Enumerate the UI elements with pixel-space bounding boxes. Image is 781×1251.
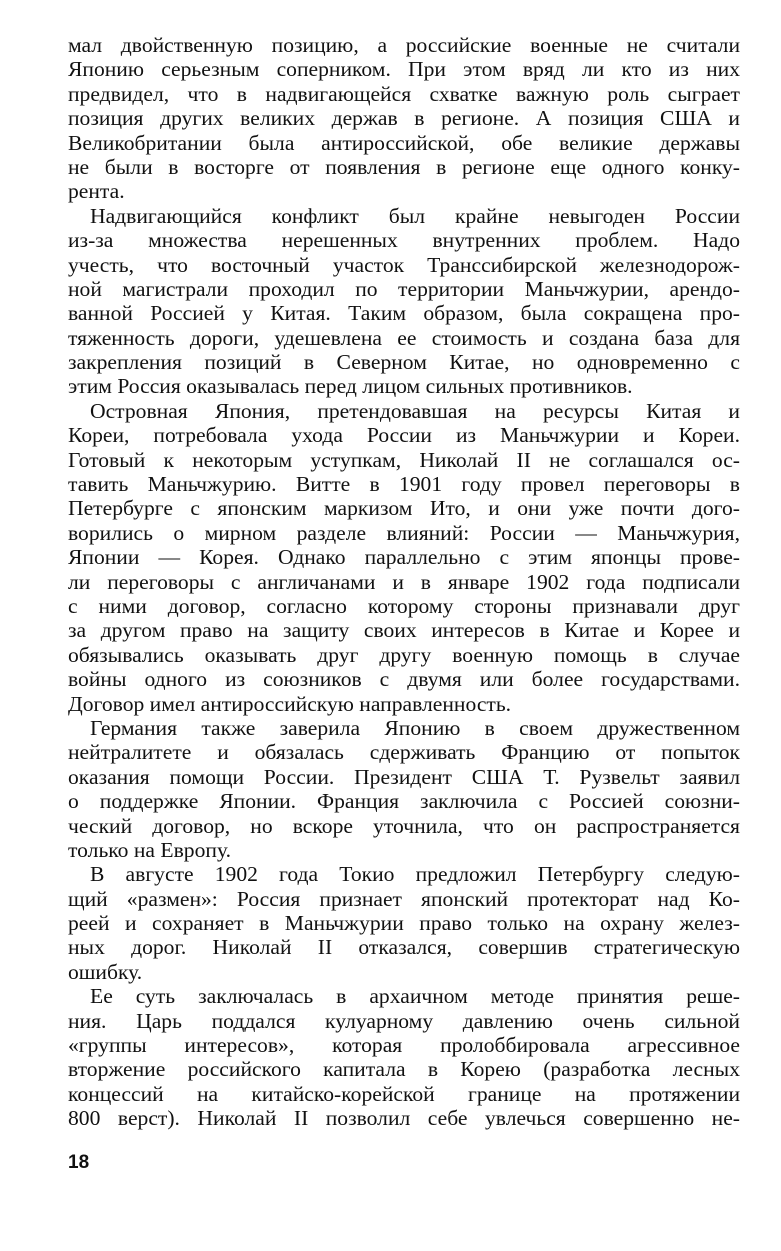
text-line: тяженность дороги, удешевлена ее стоимость и создана база для — [68, 325, 740, 350]
text-line: рента. — [68, 179, 125, 204]
text-line: ванной Россией у Китая. Таким образом, была сокращена про- — [68, 301, 740, 326]
text-line: вторжение российского капитала в Корею (разработка лесных — [68, 1057, 740, 1082]
text-line: позиция других великих держав в регионе. А позиция США и — [68, 106, 740, 131]
text-line: Великобритании была антироссийской, обе великие державы — [68, 130, 740, 155]
text-line: Кореи, потребовала ухода России из Маньчжурии и Кореи. — [68, 423, 740, 448]
text-line: тавить Маньчжурию. Витте в 1901 году провел переговоры в — [68, 472, 740, 497]
text-line: учесть, что восточный участок Транссибирской железнодорож- — [68, 252, 740, 277]
text-line: В августе 1902 года Токио предложил Петербургу следую- — [90, 862, 740, 887]
text-line: ной магистрали проходил по территории Маньчжурии, арендо- — [68, 276, 740, 301]
text-line: мал двойственную позицию, а российские военные не считали — [68, 33, 740, 57]
text-line: Островная Япония, претендовавшая на ресурсы Китая и — [90, 398, 740, 423]
text-line: только на Европу. — [68, 837, 231, 862]
text-line: Японию серьезным соперником. При этом вряд ли кто из них — [68, 57, 740, 82]
text-line: Ее суть заключалась в архаичном методе принятия реше- — [90, 984, 740, 1009]
text-line: войны одного из союзников с двумя или более государствами. — [68, 667, 740, 692]
text-line: закрепления позиций в Северном Китае, но одновременно с — [68, 350, 740, 375]
text-line: ворились о мирном разделе влияний: России — Маньчжурия, — [68, 520, 740, 545]
text-line: оказания помощи России. Президент США Т. Рузвельт заявил — [68, 764, 740, 789]
text-line: Японии — Корея. Однако параллельно с этим японцы прове- — [68, 545, 740, 570]
text-line: Договор имел антироссийскую направленность. — [68, 691, 512, 716]
text-line: Готовый к некоторым уступкам, Николай II не соглашался ос- — [68, 447, 740, 472]
text-line: Петербурге с японским маркизом Ито, и они уже почти дого- — [68, 496, 740, 521]
text-line: о поддержке Японии. Франция заключила с Россией союзни- — [68, 789, 740, 814]
text-line: щий «размен»: Россия признает японский протекторат над Ко- — [68, 886, 740, 911]
text-line: ных дорог. Николай II отказался, совершив стратегическую — [68, 935, 740, 960]
text-line: из-за множества нерешенных внутренних проблем. Надо — [68, 228, 740, 253]
text-line: нейтралитете и обязалась сдерживать Францию от попыток — [68, 740, 740, 765]
page-number: 18 — [68, 1152, 90, 1173]
text-line: ния. Царь поддался кулуарному давлению очень сильной — [68, 1008, 740, 1033]
text-line: Германия также заверила Японию в своем дружественном — [90, 715, 740, 740]
text-line: 800 верст). Николай II позволил себе увлечься совершенно не- — [68, 1106, 740, 1131]
text-line: реей и сохраняет в Маньчжурии право только на охрану желез- — [68, 911, 740, 936]
text-line: ли переговоры с англичанами и в январе 1902 года подписали — [68, 569, 740, 594]
text-line: концессий на китайско-корейской границе на протяжении — [68, 1081, 740, 1106]
text-line: ческий договор, но вскоре уточнила, что он распространяется — [68, 813, 740, 838]
text-line: Надвигающийся конфликт был крайне невыгоден России — [90, 203, 740, 228]
text-line: предвидел, что в надвигающейся схватке важную роль сыграет — [68, 81, 740, 106]
body-text — [68, 33, 740, 1131]
text-line: обязывались оказывать друг другу военную помощь в случае — [68, 642, 740, 667]
text-line: за другом право на защиту своих интересов в Китае и Корее и — [68, 618, 740, 643]
text-line: с ними договор, согласно которому стороны признавали друг — [68, 593, 740, 618]
text-line: «группы интересов», которая пролоббировала агрессивное — [68, 1033, 740, 1058]
text-line: ошибку. — [68, 959, 143, 984]
text-line: не были в восторге от появления в регионе еще одного конку- — [68, 154, 740, 179]
text-line: этим Россия оказывалась перед лицом сильных противников. — [68, 374, 633, 399]
